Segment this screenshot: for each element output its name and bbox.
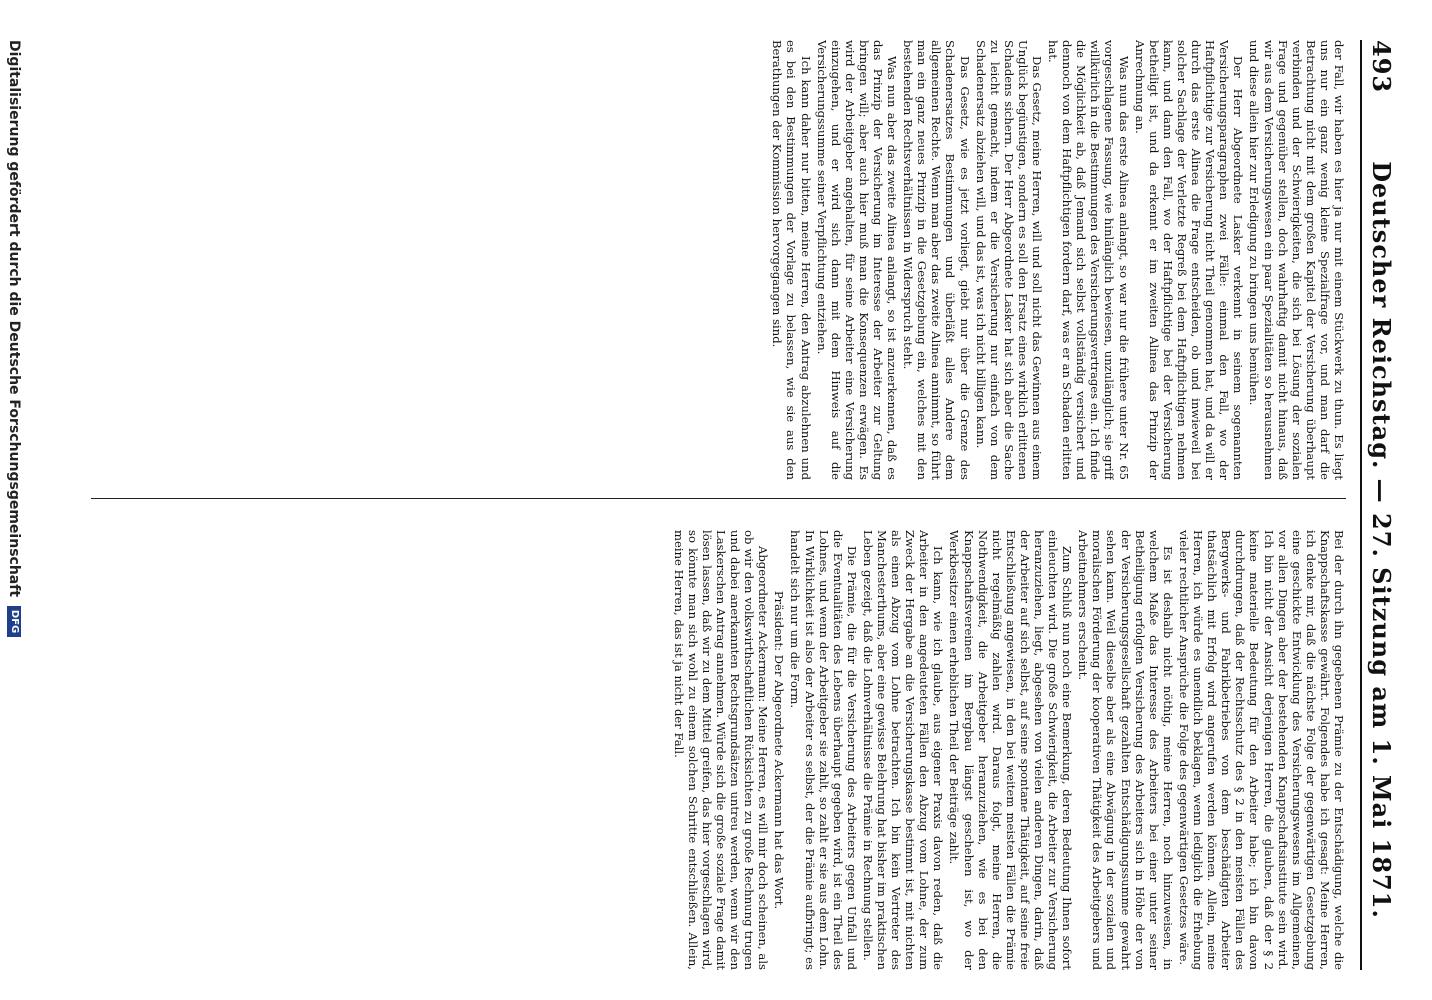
page-number: 493 xyxy=(1367,40,1396,94)
paragraph: Der Herr Abgeordnete Lasker verkennt in seinem sogenannten Versicherungsparagraphen zwei Fälle: einmal den Fall, wo der Haftpflichtige zur Versicherung nicht Theil genommen hat, und da will er durch das erste Alinea die Frage entscheiden, ob und inwieweil bei solcher Sachlage der Verletzte Regreß bei dem Haftpflichtigen nehmen kann, und dann den Fall, wo der Haftpflichtige bei der Versicherung betheiligt ist, und da erkennt er im zweiten Alinea das Prinzip der Anrechnung an. xyxy=(1132,40,1246,480)
paragraph: Was nun das erste Alinea anlangt, so war nur die frühere unter Nr. 65 vorgeschlagene Fassung, wie hinlänglich bewiesen, unzulänglich; sie griff willkürlich in die Bestimmungen des Versicherungsvertrages ein. Ich finde die Möglichkeit ab, daß Jemand sich selbst vollständig versichert und dennoch von dem Haftpflichtigen fordern darf, was er an Schaden erlitten hat. xyxy=(1046,40,1131,480)
paragraph: Ich kann daher nur bitten, meine Herren, den Antrag abzulehnen und es bei den Bestimmungen der Vorlage zu belassen, wie sie aus den Berathungen der Kommission hervorgegangen sind. xyxy=(770,40,813,480)
paragraph: Abgeordneter Ackermann: Meine Herren, es will mir doch scheinen, als ob wir den volkswirthschaftlichen Rücksichten zu große Rechnung trugen und dabei anerkannten Rechtsgrundsätzen untreu werden, wenn wir den Laskerschen Antrag annehmen. Würde sich die große soziale Frage damit lösen lassen, daß wir zu dem Mittel greifen, das hier vorgeschlagen wird, so könnte man sich wohl zu einem solchen Schritte entschließen. Allein, meine Herren, das ist ja nicht der Fall. xyxy=(671,530,771,970)
paragraph: Die Prämie, die für die Versicherung des Arbeiters gegen Unfall und die Eventualitäten des Lebens überhaupt gegeben wird, ist ein Theil des Lohnes, und wenn der Arbeitgeber sie zahlt, so zahlt er sie aus dem Lohn. In Wirklichkeit ist also der Arbeiter es selbst, der die Prämie aufbringt; es handelt sich nur um die Form. xyxy=(788,530,859,970)
paragraph: der Fall, wir haben es hier ja nur mit einem Stückwerk zu thun. Es liegt uns nur ein ganz wenig kleine Spezialfrage vor, und man darf die Betrachtung nicht mit dem großen Kapitel der Versicherung überhaupt verbinden und der Schwierigkeiten, die sich bei Lösung der sozialen Frage und gegenüber stellen, doch wahrhaftig damit nicht hinaus, daß wir aus dem Versicherungswesen ein paar Spezialitäten so herausnehmen und diese allein hier zur Erledigung zu bringen uns bemühen. xyxy=(1247,40,1346,480)
paragraph: Was nun aber das zweite Alinea anlangt, so ist anzuerkennen, daß es das Prinzip der Versicherung im Interesse der Arbeiter zur Geltung bringen will; aber auch hier muß man die Konsequenzen erwägen. Es wird der Arbeitgeber angehalten, für seine Arbeiter eine Versicherung einzugehen, und er wird sich dann mit dem Hinweis auf die Versicherungssumme seiner Verpflichtung entziehen. xyxy=(814,40,900,480)
paragraph: Bei der durch ihn gegebenen Prämie zu der Entschädigung, welche die Knappschaftskasse gewährt. Folgendes habe ich gesagt: Meine Herren, ich denke mir, daß die nächste Folge der gegenwärtigen Gesetzgebung eine geschickte Entwicklung des Versicherungswesens im Allgemeinen, vor allen Dingen aber der bestehenden Knappschaftsinstitute sein wird. Ich bin nicht der Ansicht derjenigen Herren, die glauben, daß der § 2 keine materielle Bedeutung für den Arbeiter habe; ich bin davon durchdrungen, daß der Rechtsschutz des § 2 in den meisten Fällen des Bergwerks- und Fabrikbetriebes von dem beschädigten Arbeiter thatsächlich mit Erfolg wird angerufen werden können. Allein, meine Herren, ich würde es unendlich beklagen, wenn lediglich die Erhebung vieler rechtlicher Ansprüche die Folge des gegenwärtigen Gesetzes wäre. xyxy=(1176,530,1346,970)
credit-text: Digitalisierung gefördert durch die Deutsche Forschungsgemeinschaft xyxy=(6,40,22,598)
speaker-line-president: Präsident: Der Abgeordnete Ackermann hat das Wort. xyxy=(772,590,787,910)
column-divider xyxy=(91,498,1346,499)
paragraph: Es ist deshalb nicht nöthig, meine Herren, noch hinzuweisen, in welchem Maße das Interesse des Arbeiters bei einer unter seiner Betheiligung erfolgten Versicherung des Arbeiters sich in Höhe der von der Versicherungsgesellschaft gezahlten Entschädigungssumme gewahrt sehen kann. Weil dieselbe aber als eine Abwägung in der sozialen und moralischen Förderung der kooperativen Thätigkeit des Arbeitgebers und Arbeitnehmers erscheint. xyxy=(1076,530,1175,970)
text-column-right xyxy=(91,530,1346,970)
text-column-left xyxy=(91,40,1346,480)
running-head: Deutscher Reichstag. — 27. Sitzung am 1. Mai 1871. xyxy=(1367,161,1396,919)
dfg-logo: DFG xyxy=(7,606,21,637)
page-header xyxy=(1360,40,1402,970)
paragraph: Ich kann, wie ich glaube, aus eigener Praxis davon reden, daß die Arbeiter in den angedeuteten Fällen den Abzug vom Lohne, der zum Zweck der Hergabe an die Versicherungskasse bestimmt ist, mit nichten als einen Abzug vom Lohne betrachten. Ich bin kein Vertreter des Manchesterthums, aber eine gewisse Belehrung hat bisher im praktischen Leben gezeigt, daß die Lohnverhältnisse die Prämie in Rechnung stellen. xyxy=(860,530,946,970)
paragraph: Das Gesetz, wie es jetzt vorliegt, giebt nur über die Grenze des Schadenersatzes Bestimmungen und überläßt alles Andere dem allgemeinen Rechte. Wenn man aber das zweite Alinea annimmt, so führt man ein ganz neues Prinzip in die Gesetzgebung ein, welches mit den bestehenden Rechtsverhältnissen in Widerspruch steht. xyxy=(901,40,972,480)
digitization-credit xyxy=(6,40,22,970)
paragraph: Das Gesetz, meine Herren, will und soll nicht das Gewinnen aus einem Unglück begünstigen, sondern es soll den Ersatz eines wirklich erlittenen Schadens sichern. Der Herr Abgeordnete Lasker hat sich aber die Sache zu leicht gemacht, indem er die Versicherung nur einfach von dem Schadenersatz abziehen will, und das ist, was ich nicht billigen kann. xyxy=(973,40,1045,480)
paragraph: Zum Schluß nun noch eine Bemerkung, deren Bedeutung Ihnen sofort einleuchten wird. Die große Schwierigkeit, die Arbeiter zur Versicherung heranzuziehen, liegt, abgesehen von vielen anderen Dingen, darin, daß der Arbeiter auf sich selbst, auf seine spontane Thätigkeit, auf seine freie Entschließung angewiesen, in den bei weitem meisten Fällen die Prämie nicht regelmäßig zahlen wird. Daraus folgt, meine Herren, die Nothwendigkeit, die Arbeitgeber heranzuziehen, wie es bei den Knappschaftsvereinen im Bergbau längst geschehen ist, wo der Werkbesitzer einen erheblichen Theil der Beiträge zahlt. xyxy=(947,530,1075,970)
